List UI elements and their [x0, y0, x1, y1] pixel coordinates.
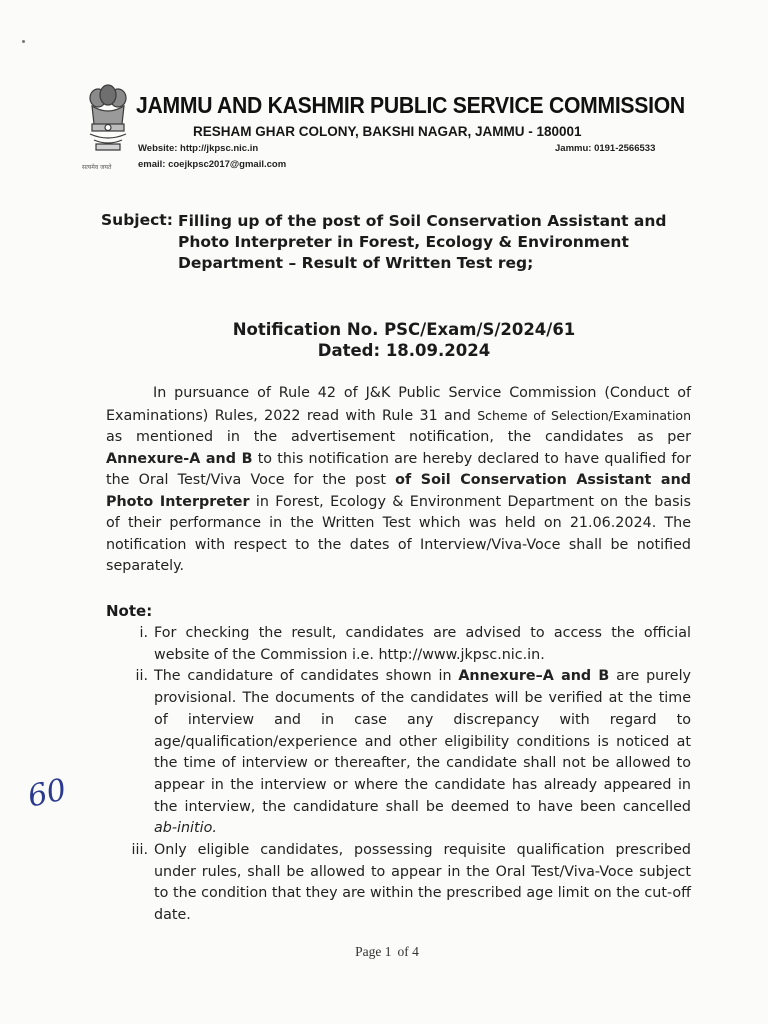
organization-address: RESHAM GHAR COLONY, BAKSHI NAGAR, JAMMU - 180001: [193, 124, 582, 139]
body-text-1: In pursuance of Rule 42 of J&K Public Service Commission (Conduct of Examinations) Rules, 2022 read with Rule 31 and: [106, 385, 691, 424]
phone-line: Jammu: 0191-2566533: [555, 143, 656, 154]
body-post-bold: of Soil Conservation Assistant and Photo Interpreter: [106, 472, 691, 510]
notes-list: [106, 623, 691, 927]
note-text-a: The candidature of candidates shown in: [154, 668, 459, 685]
note-text-c: are purely provisional. The documents of the candidates will be verified at the time of interview and in case any discrepancy with regard to age/qualification/experience and other eligibility conditions is noticed at the time of interview or thereafter, the candidate shall not be allowed to appear in the interview or where the candidate has already appeared in the interview, the candidature shall be deemed to have been cancelled: [154, 668, 692, 815]
note-item: [106, 623, 691, 666]
body-paragraph: [106, 383, 691, 578]
note-number: iii.: [131, 842, 148, 859]
note-annexure-bold: Annexure–A and B: [458, 668, 610, 685]
note-number: ii.: [135, 668, 148, 685]
note-text: For checking the result, candidates are advised to access the official website of the Commission i.e. http://www.jkpsc.nic.in.: [154, 625, 691, 663]
subject-label: Subject:: [101, 211, 173, 229]
page-total: of 4: [397, 944, 419, 959]
note-number: i.: [139, 625, 148, 641]
website-line: Website: http://jkpsc.nic.in: [138, 143, 259, 154]
subject-text: Filling up of the post of Soil Conservation Assistant and Photo Interpreter in Forest, Ecology & Environment Department – Result of Written Test reg;: [178, 212, 667, 272]
notification-number: Notification No. PSC/Exam/S/2024/61: [232, 320, 576, 339]
scan-speck: [22, 40, 25, 43]
body-text-5: to this notification are hereby declared to have qualified for the Oral Test/Viva Voce for the post: [106, 450, 691, 488]
page-footer: [0, 944, 768, 960]
body-text-2: Scheme of Selection/Examination: [477, 407, 692, 423]
notification-date: Dated: 18.09.2024: [317, 341, 491, 360]
note-text: Only eligible candidates, possessing requisite qualification prescribed under rules, shall be allowed to appear in the Oral Test/Viva-Voce subject to the condition that they are within the prescribed age limit on the cut-off date.: [154, 842, 691, 924]
emblem-motto: सत्यमेव जयते: [82, 164, 112, 171]
body-text-3: as mentioned in the advertisement notification, the candidates as per: [106, 429, 691, 445]
email-line: email: coejkpsc2017@gmail.com: [138, 159, 287, 170]
organization-name: JAMMU AND KASHMIR PUBLIC SERVICE COMMISSION: [136, 92, 685, 118]
handwritten-margin-number: 60: [24, 772, 70, 815]
body-text-7: in Forest, Ecology & Environment Department on the basis of their performance in the Written Test which was held on 21.06.2024. The notification with respect to the dates of Interview/Viva-Voce shall be notified separately.: [106, 493, 691, 574]
note-heading: Note:: [106, 602, 153, 620]
body-annexure-bold: Annexure-A and B: [106, 450, 253, 467]
note-ab-initio: ab-initio.: [154, 820, 217, 837]
note-item: [106, 840, 691, 927]
page-number: Page 1: [355, 944, 392, 959]
note-item: [106, 666, 691, 840]
